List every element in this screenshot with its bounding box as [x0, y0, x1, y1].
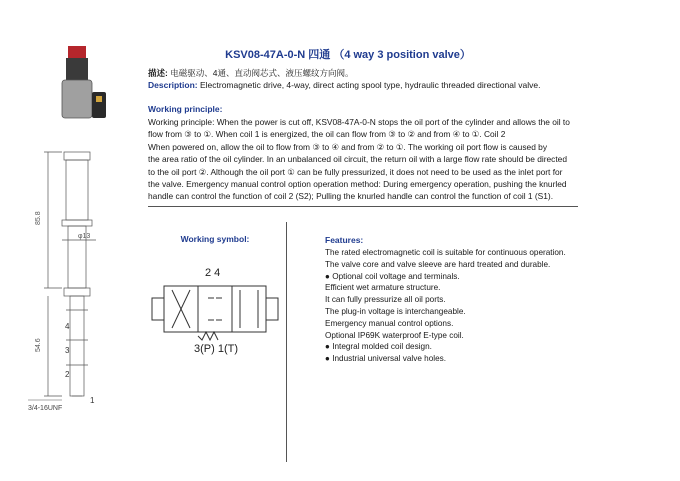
- en-description-label: Description:: [148, 80, 198, 90]
- port-3-label: 3: [65, 346, 70, 355]
- dim-13-label: φ13: [78, 233, 91, 240]
- working-principle-heading: Working principle:: [148, 104, 223, 114]
- column-divider: [286, 222, 287, 462]
- thread-label: 3/4-16UNF: [28, 405, 63, 412]
- en-description-text: Electromagnetic drive, 4-way, direct acting spool type, hydraulic threaded directional valve.: [199, 80, 541, 90]
- feature-item: Optional IP69K waterproof E-type coil.: [325, 330, 464, 340]
- features-heading: Features:: [325, 235, 364, 245]
- feature-item: It can fully pressurize all oil ports.: [325, 295, 446, 305]
- en-description: [148, 79, 540, 91]
- feature-item: The rated electromagnetic coil is suitable for continuous operation.: [325, 248, 566, 257]
- port-4-label: 4: [65, 322, 70, 331]
- cn-description-label: 描述:: [148, 68, 168, 78]
- principle-line: Working principle: When the power is cut off, KSV08-47A-0-N stops the oil port of the cylinder and allows the oil to: [148, 117, 570, 127]
- dim-85-label: 85.8: [35, 211, 42, 225]
- working-symbol-heading: Working symbol:: [180, 234, 250, 244]
- coil-terminal: [92, 92, 106, 118]
- principle-line: to the oil port ②. Although the oil port ① can be fully pressurized, it does not need to be used as the inlet port for: [148, 166, 563, 177]
- cn-description-text: 电磁驱动、4通、直动阀芯式、液压螺纹方向阀。: [170, 68, 354, 78]
- feature-item: The plug-in voltage is interchangeable.: [325, 306, 466, 316]
- bottom-ports-label: 3(P) 1(T): [194, 343, 238, 355]
- terminal-pin: [96, 96, 102, 102]
- feature-item: ● Optional coil voltage and terminals.: [325, 271, 460, 281]
- symbol-boxes: [152, 286, 278, 340]
- outline-lines: [44, 152, 96, 396]
- feature-item: Emergency manual control options.: [325, 318, 454, 328]
- principle-line: handle can control the function of coil 2 (S2); Pulling the knurled handle can control the function of coil 1 (S1).: [148, 191, 554, 202]
- section-divider: [148, 206, 578, 207]
- principle-line: the area ratio of the oil cylinder. In an unbalanced oil circuit, the return oil with a large flow rate should be directed: [148, 154, 567, 165]
- working-principle-text: [148, 116, 588, 203]
- features-list: [325, 247, 585, 365]
- top-ports-label: 2 4: [205, 267, 221, 279]
- port-2-label: 2: [65, 370, 70, 379]
- hydraulic-symbol: [150, 262, 280, 362]
- connector-cap: [68, 46, 86, 58]
- valve-drawing: [18, 40, 138, 470]
- feature-item: ● Integral molded coil design.: [325, 342, 432, 352]
- principle-line: the valve. Emergency manual control option operation method: During emergency operation, pushing the knurled: [148, 179, 567, 190]
- principle-line: flow from ③ to ①. When coil 1 is energized, the oil can flow from ③ to ② and from ④ to ①. Coil 2: [148, 129, 506, 140]
- cn-description: [148, 67, 353, 79]
- feature-item: Efficient wet armature structure.: [325, 283, 441, 293]
- coil-housing: [62, 80, 92, 118]
- port-1-label: 1: [90, 396, 95, 405]
- page-title: KSV08-47A-0-N 四通 （4 way 3 position valve）: [225, 49, 471, 61]
- principle-line: When powered on, allow the oil to flow from ③ to ④ and from ② to ①. The working oil port flow is caused by: [148, 141, 548, 152]
- feature-item: ● Industrial universal valve holes.: [325, 354, 446, 364]
- dim-54-label: 54.6: [35, 338, 42, 352]
- connector-body: [66, 58, 88, 80]
- feature-item: The valve core and valve sleeve are hard treated and durable.: [325, 259, 551, 269]
